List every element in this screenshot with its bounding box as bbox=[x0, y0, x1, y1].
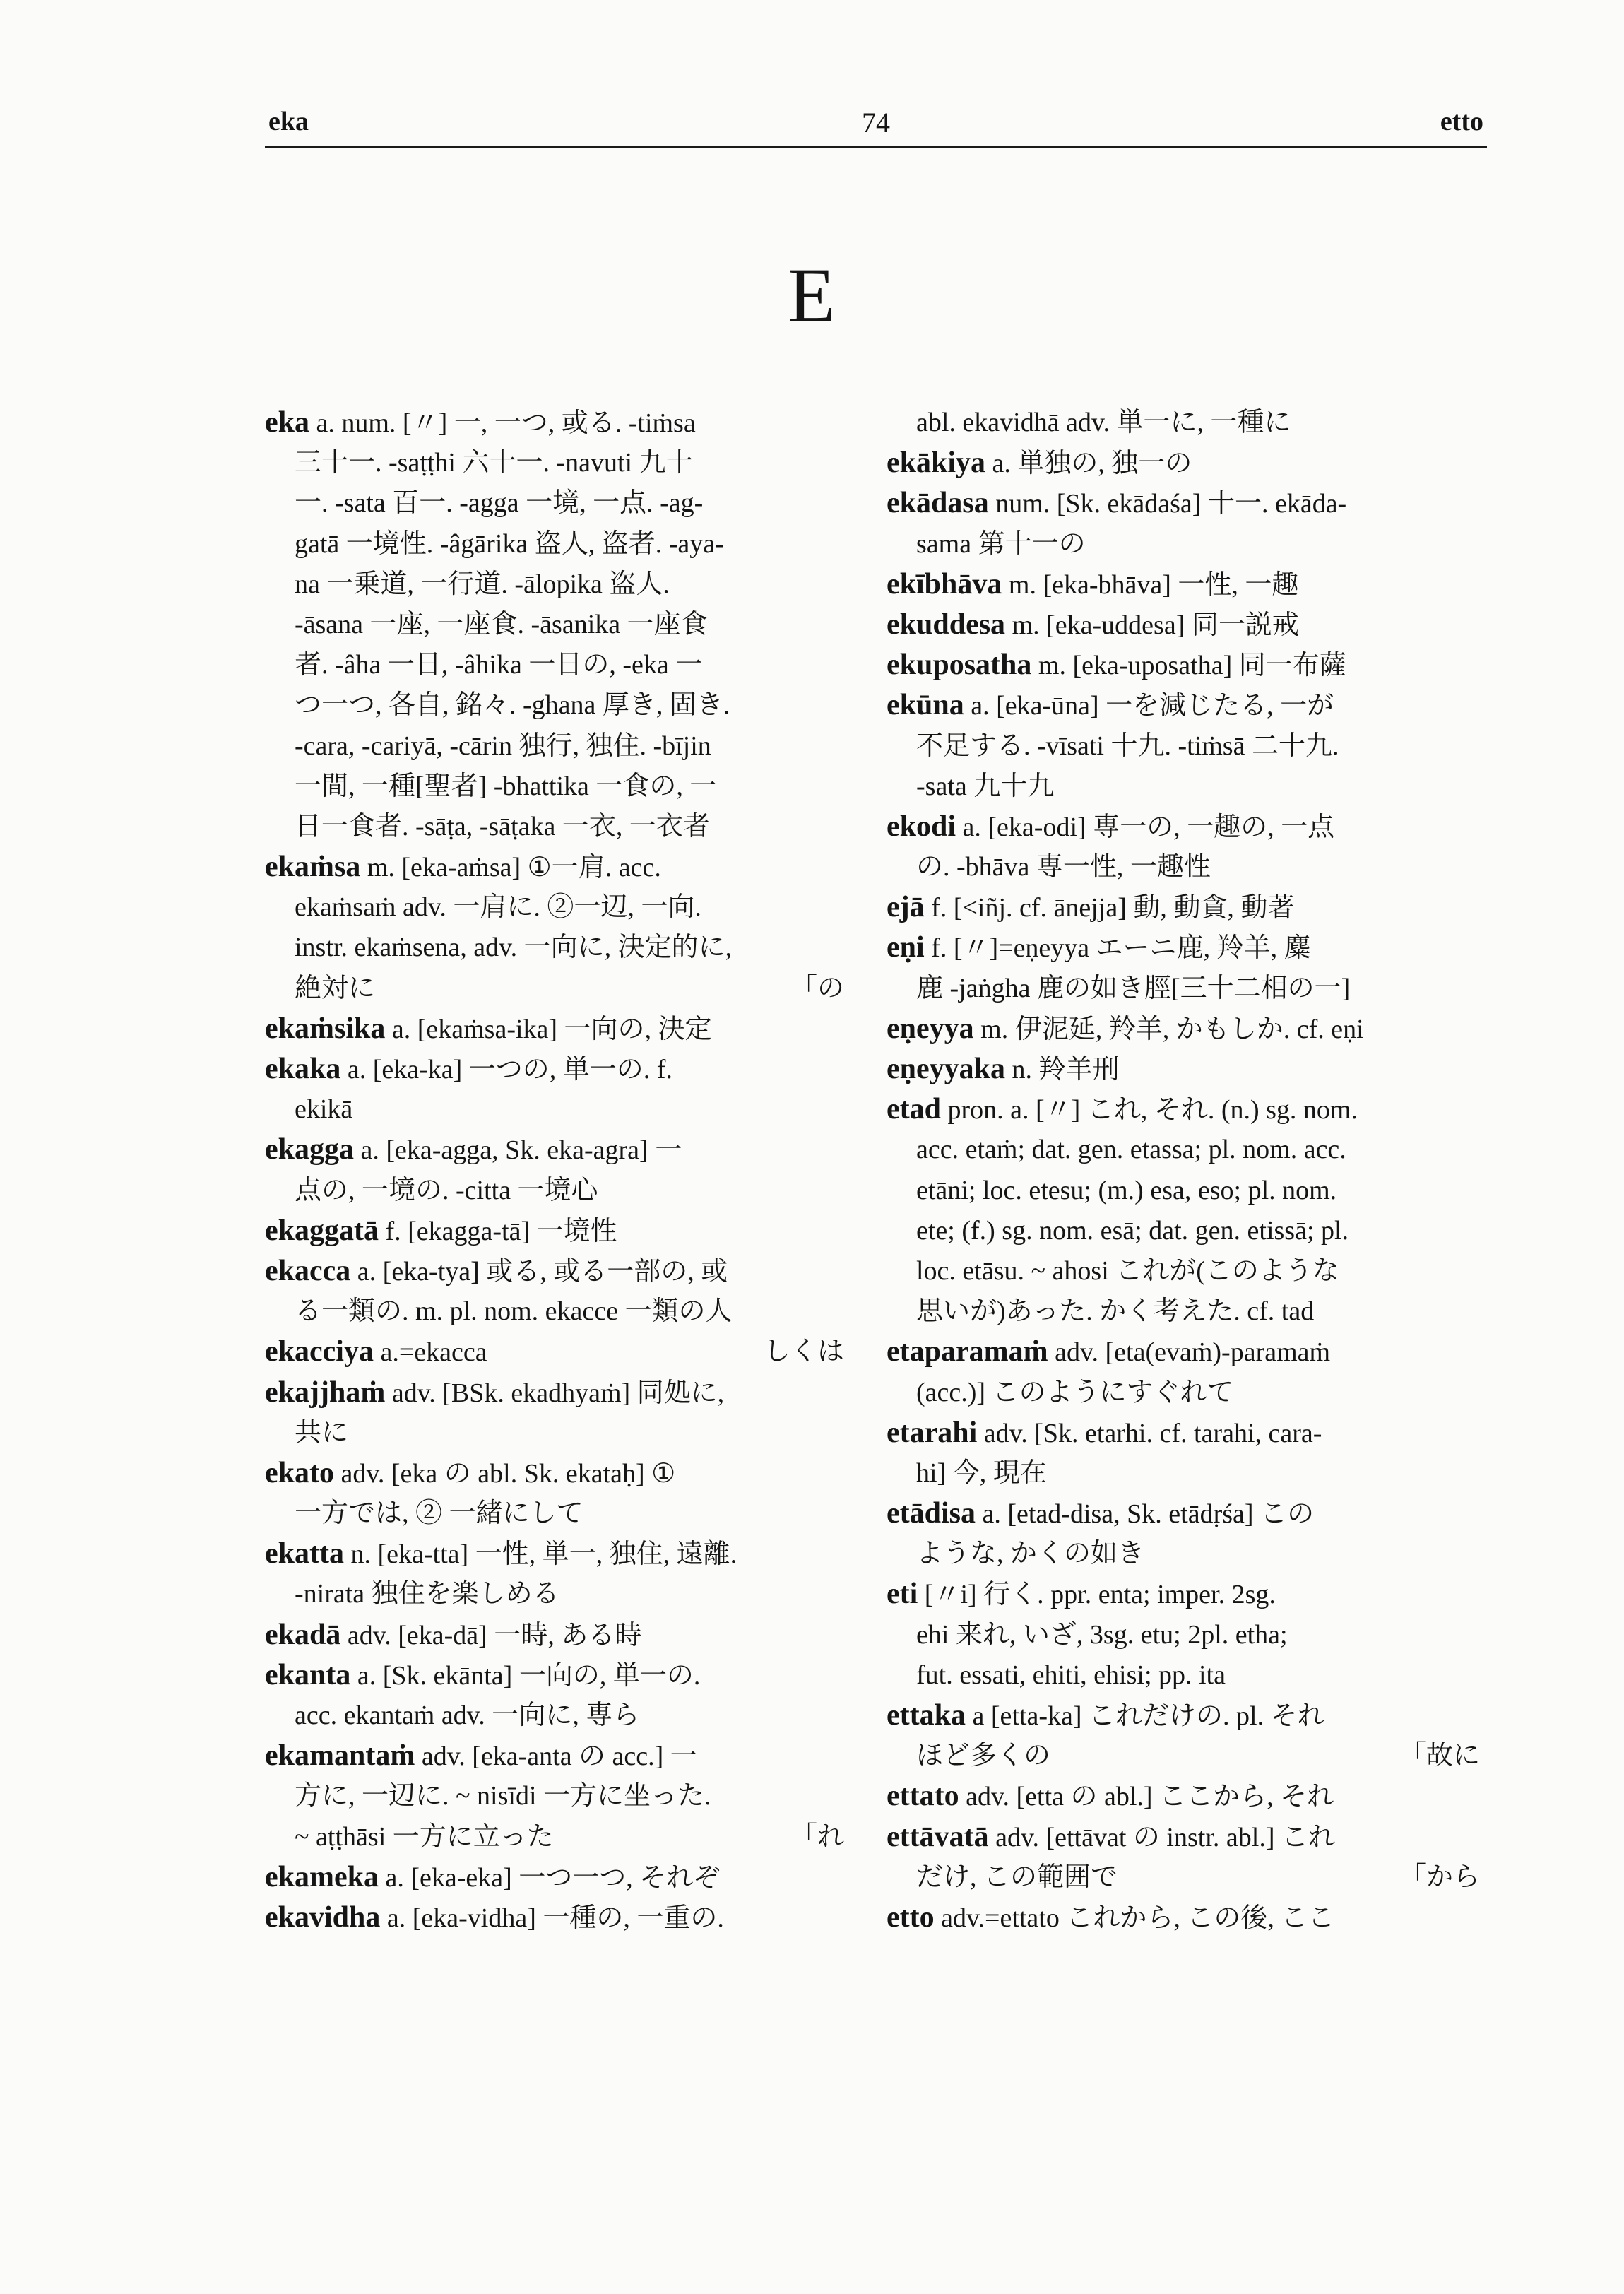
headword: ekuposatha bbox=[887, 649, 1032, 682]
entry-continuation-line bbox=[887, 1373, 1480, 1413]
entry-continuation-line bbox=[265, 807, 844, 847]
entry-continuation-line bbox=[265, 1089, 844, 1130]
entry-headword-line bbox=[887, 1696, 1480, 1736]
headword: ekākiya bbox=[887, 447, 986, 480]
entry-continuation-line bbox=[887, 1615, 1480, 1655]
entry-headword-line bbox=[887, 1332, 1480, 1372]
entry-continuation-line bbox=[887, 403, 1480, 443]
headword: eṇi bbox=[887, 931, 925, 964]
headword: ekuddesa bbox=[887, 608, 1006, 641]
definition-text: adv. [eka の abl. Sk. ekataḥ] ① bbox=[334, 1458, 676, 1489]
definition-text: -cara, -cariyā, -cārin 独行, 独住. -bījin bbox=[295, 731, 711, 761]
definition-text: ~ aṭṭhāsi 一方に立った bbox=[295, 1821, 554, 1852]
definition-text: ほど多くの bbox=[916, 1741, 1051, 1771]
headword: ekībhāva bbox=[887, 567, 1002, 601]
definition-text: 不足する. -vīsati 十九. -tiṁsā 二十九. bbox=[916, 731, 1339, 761]
entry-headword-line bbox=[265, 1332, 844, 1372]
entry-continuation-line bbox=[887, 767, 1480, 807]
definition-text: ような, かくの如き bbox=[916, 1539, 1145, 1569]
entry-headword-line bbox=[265, 1898, 844, 1938]
entry-continuation-line bbox=[887, 1291, 1480, 1332]
definition-text: m. [eka-aṁsa] ①一肩. acc. bbox=[360, 853, 661, 883]
entry-continuation-line bbox=[265, 969, 844, 1009]
headword: ekūna bbox=[887, 689, 964, 722]
definition-text: a. [etad-disa, Sk. etādṛśa] この bbox=[976, 1499, 1315, 1530]
entry-continuation-line bbox=[265, 483, 844, 524]
entry-headword-line bbox=[265, 1857, 844, 1898]
entry-continuation-line bbox=[265, 1574, 844, 1614]
headword: etarahi bbox=[887, 1416, 978, 1449]
headword: ejā bbox=[887, 891, 925, 924]
entry-continuation-line bbox=[265, 1494, 844, 1534]
definition-text: -nirata 独住を楽しめる bbox=[295, 1579, 559, 1609]
entry-continuation-line bbox=[265, 767, 844, 807]
definition-text: gatā 一境性. -âgārika 盗人, 盗者. -aya- bbox=[295, 528, 724, 559]
headword: ekamantaṁ bbox=[265, 1739, 415, 1773]
entry-headword-line bbox=[887, 887, 1480, 928]
definition-text: 方に, 一辺に. ~ nisīdi 一方に坐った. bbox=[295, 1781, 711, 1811]
definition-text: hi] 今, 現在 bbox=[916, 1458, 1047, 1488]
definition-text: 鹿 -jaṅgha 鹿の如き脛[三十二相の一] bbox=[916, 973, 1351, 1003]
definition-text: m. [eka-bhāva] 一性, 一趣 bbox=[1002, 569, 1299, 600]
headword: ekacca bbox=[265, 1254, 351, 1287]
entry-continuation-line bbox=[887, 1130, 1480, 1170]
entry-headword-line bbox=[265, 1049, 844, 1089]
definition-text: [〃i] 行く. ppr. enta; imper. 2sg. bbox=[918, 1580, 1276, 1610]
left-column bbox=[265, 403, 844, 1938]
entry-continuation-line bbox=[887, 1251, 1480, 1291]
continuation-marker: 「の bbox=[790, 973, 844, 1003]
entry-headword-line bbox=[887, 645, 1480, 685]
headword: ekaṁsa bbox=[265, 851, 361, 884]
entry-continuation-line bbox=[265, 564, 844, 605]
definition-text: f. [〃]=eṇeyya エーニ鹿, 羚羊, 麋 bbox=[924, 933, 1311, 964]
entry-continuation-line bbox=[887, 1857, 1480, 1898]
entry-headword-line bbox=[265, 1534, 844, 1574]
definition-text: sama 第十一の bbox=[916, 528, 1086, 559]
definition-text: ekikā bbox=[295, 1094, 353, 1125]
headword: ettāvatā bbox=[887, 1820, 989, 1853]
entry-continuation-line bbox=[265, 1776, 844, 1816]
definition-text: 日一食者. -sāṭa, -sāṭaka 一衣, 一衣者 bbox=[295, 811, 710, 841]
headword: ettaka bbox=[887, 1699, 966, 1732]
definition-text: a. [eka-vidha] 一種の, 一重の. bbox=[380, 1903, 724, 1933]
definition-text: a.=ekacca bbox=[373, 1337, 487, 1368]
entry-continuation-line bbox=[265, 887, 844, 928]
headword: eṇeyya bbox=[887, 1012, 974, 1045]
entry-continuation-line bbox=[887, 1736, 1480, 1776]
definition-text: 点の, 一境の. -citta 一境心 bbox=[295, 1175, 598, 1205]
entry-headword-line bbox=[265, 403, 844, 443]
definition-text: adv. [eka-dā] 一時, ある時 bbox=[340, 1620, 642, 1650]
definition-text: f. [ekagga-tā] 一境性 bbox=[379, 1216, 617, 1246]
entry-headword-line bbox=[887, 928, 1480, 968]
definition-text: つ一つ, 各自, 銘々. -ghana 厚き, 固き. bbox=[295, 690, 730, 721]
definition-text: n. [eka-tta] 一性, 単一, 独住, 遠離. bbox=[343, 1539, 737, 1570]
definition-text: a. [eka-ka] 一つの, 単一の. f. bbox=[340, 1055, 672, 1084]
headword: ekanta bbox=[265, 1658, 351, 1691]
definition-text: etāni; loc. etesu; (m.) esa, eso; pl. nom. bbox=[916, 1175, 1337, 1205]
headword: etad bbox=[887, 1093, 941, 1126]
entry-continuation-line bbox=[887, 1211, 1480, 1251]
definition-text: (acc.)] このようにすぐれて bbox=[916, 1377, 1234, 1407]
entry-continuation-line bbox=[887, 1453, 1480, 1494]
headword: ekatta bbox=[265, 1537, 344, 1571]
headword: ekacciya bbox=[265, 1335, 374, 1368]
entry-headword-line bbox=[887, 564, 1480, 605]
headword: ekadā bbox=[265, 1618, 341, 1651]
headword: etto bbox=[887, 1900, 935, 1934]
entry-continuation-line bbox=[887, 969, 1480, 1009]
entry-continuation-line bbox=[265, 1817, 844, 1857]
headword: ekato bbox=[265, 1456, 334, 1489]
entry-headword-line bbox=[887, 483, 1480, 524]
entry-headword-line bbox=[887, 1049, 1480, 1089]
entry-headword-line bbox=[887, 685, 1480, 726]
entry-continuation-line bbox=[265, 605, 844, 645]
entry-headword-line bbox=[265, 1615, 844, 1655]
entry-continuation-line bbox=[887, 1534, 1480, 1574]
definition-text: m. [eka-uposatha] 同一布薩 bbox=[1031, 651, 1346, 681]
definition-text: ete; (f.) sg. nom. esā; dat. gen. etissā; pl. bbox=[916, 1215, 1349, 1246]
headword: eti bbox=[887, 1578, 918, 1611]
page-number: 74 bbox=[862, 107, 890, 138]
definition-text: adv. [BSk. ekadhyaṁ] 同処に, bbox=[385, 1378, 725, 1408]
definition-text: a. [eka-tya] 或る, 或る一部の, 或 bbox=[350, 1256, 728, 1287]
definition-text: pron. a. [〃] これ, それ. (n.) sg. nom. bbox=[941, 1095, 1358, 1125]
definition-text: fut. essati, ehiti, ehisi; pp. ita bbox=[916, 1660, 1226, 1690]
entry-headword-line bbox=[887, 1009, 1480, 1049]
definition-text: acc. ekantaṁ adv. 一向に, 専ら bbox=[295, 1701, 640, 1730]
headword: eka bbox=[265, 406, 309, 439]
headword: ekaka bbox=[265, 1053, 341, 1085]
definition-text: num. [Sk. ekādaśa] 十一. ekāda- bbox=[988, 489, 1347, 519]
definition-text: na 一乗道, 一行道. -ālopika 盗人. bbox=[295, 569, 670, 599]
definition-text: の. -bhāva 専一性, 一趣性 bbox=[916, 852, 1211, 882]
headword: ekavidha bbox=[265, 1900, 381, 1934]
continuation-marker: しくは bbox=[763, 1337, 844, 1367]
running-head-right: etto bbox=[1440, 107, 1483, 136]
definition-text: a. 単独の, 独一の bbox=[985, 449, 1192, 479]
entry-headword-line bbox=[265, 847, 844, 887]
definition-text: -āsana 一座, 一座食. -āsanika 一座食 bbox=[295, 609, 708, 639]
entry-headword-line bbox=[887, 605, 1480, 645]
entry-continuation-line bbox=[265, 1413, 844, 1453]
entry-headword-line bbox=[887, 1574, 1480, 1614]
definition-text: adv. [ettāvat の instr. abl.] これ bbox=[988, 1822, 1335, 1852]
continuation-marker: 「故に bbox=[1399, 1741, 1480, 1771]
headword: eṇeyyaka bbox=[887, 1053, 1005, 1085]
running-head-left: eka bbox=[268, 107, 309, 136]
entry-headword-line bbox=[265, 1211, 844, 1251]
definition-text: 絶対に bbox=[295, 973, 376, 1003]
header-rule bbox=[265, 146, 1487, 148]
definition-text: a. [eka-agga, Sk. eka-agra] 一 bbox=[354, 1135, 682, 1166]
entry-headword-line bbox=[265, 1373, 844, 1413]
definition-text: -sata 九十九 bbox=[916, 771, 1055, 801]
entry-headword-line bbox=[887, 1817, 1480, 1857]
continuation-marker: 「れ bbox=[790, 1821, 844, 1852]
definition-text: m. [eka-uddesa] 同一説戒 bbox=[1005, 610, 1299, 640]
headword: ettato bbox=[887, 1780, 959, 1813]
headword: ekaṁsika bbox=[265, 1012, 386, 1045]
entry-headword-line bbox=[887, 1898, 1480, 1938]
definition-text: 一方では, ② 一緒にして bbox=[295, 1498, 583, 1529]
definition-text: る一類の. m. pl. nom. ekacce 一類の人 bbox=[295, 1296, 733, 1327]
headword: ekameka bbox=[265, 1860, 379, 1893]
headword: ekādasa bbox=[887, 487, 989, 520]
headword: ekodi bbox=[887, 810, 956, 843]
definition-text: abl. ekavidhā adv. 単一に, 一種に bbox=[916, 408, 1291, 437]
definition-text: 者. -âha 一日, -âhika 一日の, -eka 一 bbox=[295, 650, 703, 680]
entry-headword-line bbox=[265, 1009, 844, 1049]
continuation-marker: 「から bbox=[1399, 1862, 1480, 1892]
definition-text: adv. [eta(evaṁ)-paramaṁ bbox=[1048, 1337, 1331, 1368]
entry-headword-line bbox=[887, 1089, 1480, 1130]
entry-headword-line bbox=[887, 1494, 1480, 1534]
definition-text: a. [eka-odi] 専一の, 一趣の, 一点 bbox=[956, 812, 1335, 842]
entry-headword-line bbox=[887, 443, 1480, 483]
definition-text: a. [ekaṁsa-ika] 一向の, 決定 bbox=[385, 1014, 712, 1044]
definition-text: loc. etāsu. ~ ahosi これが(このような bbox=[916, 1255, 1339, 1286]
entry-headword-line bbox=[265, 1251, 844, 1291]
entry-headword-line bbox=[887, 1413, 1480, 1453]
definition-text: ekaṁsaṁ adv. 一肩に. ②一辺, 一向. bbox=[295, 892, 701, 923]
definition-text: 三十一. -saṭṭhi 六十一. -navuti 九十 bbox=[295, 448, 693, 478]
definition-text: a. num. [〃] 一, 一つ, 或る. -tiṁsa bbox=[309, 408, 696, 438]
headword: ekaggatā bbox=[265, 1214, 379, 1247]
definition-text: a. [Sk. ekānta] 一向の, 単一の. bbox=[350, 1660, 701, 1691]
entry-continuation-line bbox=[887, 1655, 1480, 1696]
definition-text: adv. [eka-anta の acc.] 一 bbox=[415, 1742, 697, 1772]
entry-continuation-line bbox=[887, 726, 1480, 767]
entry-headword-line bbox=[887, 1776, 1480, 1816]
section-letter: E bbox=[788, 252, 836, 338]
definition-text: 思いが)あった. かく考えた. cf. tad bbox=[916, 1296, 1315, 1327]
entry-continuation-line bbox=[265, 443, 844, 483]
definition-text: ehi 来れ, いざ, 3sg. etu; 2pl. etha; bbox=[916, 1619, 1288, 1650]
entry-continuation-line bbox=[265, 1696, 844, 1736]
headword: ekagga bbox=[265, 1133, 354, 1166]
definition-text: 共に bbox=[295, 1417, 349, 1448]
entry-headword-line bbox=[265, 1736, 844, 1776]
definition-text: acc. etaṁ; dat. gen. etassa; pl. nom. acc. bbox=[916, 1135, 1346, 1165]
headword: etādisa bbox=[887, 1497, 976, 1530]
definition-text: adv. [Sk. etarhi. cf. tarahi, cara- bbox=[977, 1418, 1322, 1448]
entry-continuation-line bbox=[887, 1171, 1480, 1211]
entry-headword-line bbox=[887, 807, 1480, 847]
definition-text: n. 羚羊刑 bbox=[1005, 1055, 1120, 1084]
entry-continuation-line bbox=[265, 685, 844, 726]
definition-text: f. [<iñj. cf. ānejja] 動, 動貪, 動著 bbox=[924, 893, 1295, 923]
entry-continuation-line bbox=[265, 524, 844, 564]
definition-text: m. 伊泥延, 羚羊, かもしか. cf. eṇi bbox=[973, 1014, 1364, 1044]
entry-headword-line bbox=[265, 1130, 844, 1170]
page-header bbox=[268, 99, 1483, 148]
definition-text: 一間, 一種[聖者] -bhattika 一食の, 一 bbox=[295, 771, 717, 801]
definition-text: adv. [etta の abl.] ここから, それ bbox=[959, 1782, 1334, 1812]
entry-continuation-line bbox=[887, 524, 1480, 564]
entry-continuation-line bbox=[265, 726, 844, 767]
entry-continuation-line bbox=[265, 928, 844, 968]
entry-continuation-line bbox=[265, 1171, 844, 1211]
definition-text: instr. ekaṁsena, adv. 一向に, 決定的に, bbox=[295, 933, 733, 963]
definition-text: a. [eka-ūna] 一を減じたる, 一が bbox=[964, 691, 1334, 721]
entry-headword-line bbox=[265, 1453, 844, 1494]
definition-text: a [etta-ka] これだけの. pl. それ bbox=[965, 1701, 1324, 1731]
entry-continuation-line bbox=[265, 645, 844, 685]
right-column bbox=[887, 403, 1480, 1938]
entry-headword-line bbox=[265, 1655, 844, 1696]
headword: ekajjhaṁ bbox=[265, 1376, 386, 1409]
definition-text: 一. -sata 百一. -agga 一境, 一点. -ag- bbox=[295, 488, 704, 519]
definition-text: だけ, この範囲で bbox=[916, 1862, 1118, 1892]
definition-text: a. [eka-eka] 一つ一つ, それぞ bbox=[379, 1862, 721, 1893]
entry-continuation-line bbox=[265, 1291, 844, 1332]
definition-text: adv.=ettato これから, この後, ここ bbox=[934, 1903, 1335, 1933]
entry-continuation-line bbox=[887, 847, 1480, 887]
headword: etaparamaṁ bbox=[887, 1335, 1048, 1368]
